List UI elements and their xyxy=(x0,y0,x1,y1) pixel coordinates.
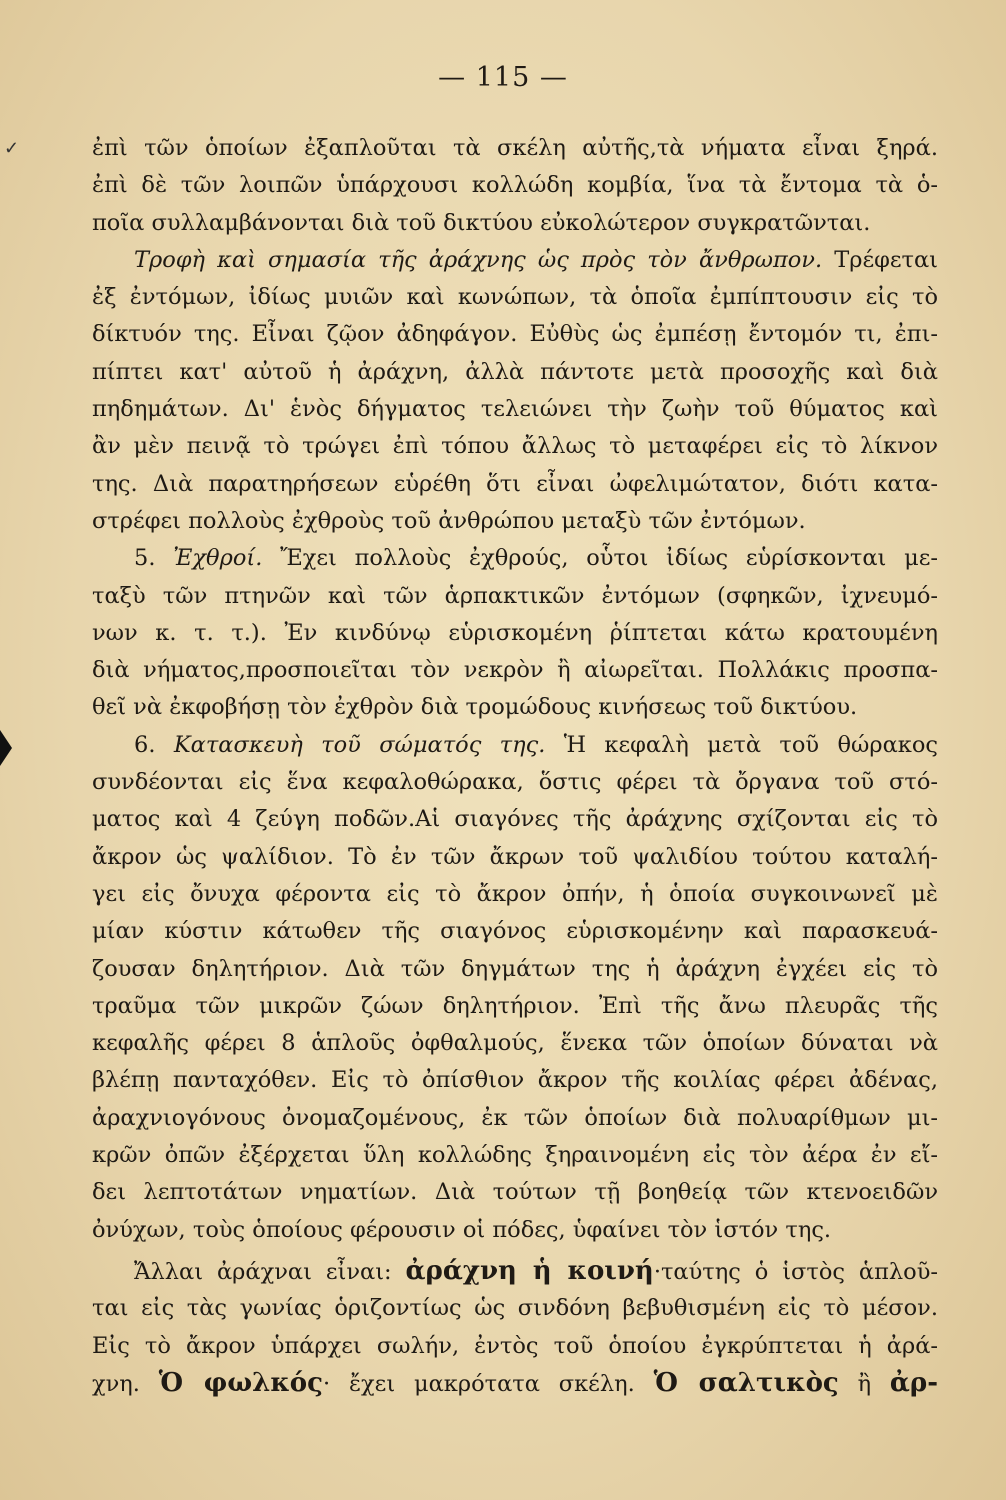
text-run: ζουσαν δηλητήριον. Διὰ τῶν δηγμάτων της ἡ ἀράχνη ἐγχέει εἰς τὸ xyxy=(92,955,938,982)
margin-ink-mark xyxy=(0,730,12,766)
text-run: ὀνύχων, τοὺς ὁποίους φέρουσιν οἱ πόδες, ὑφαίνει τὸν ἱστόν της. xyxy=(92,1216,832,1243)
text-line xyxy=(92,242,938,279)
text-run: ταξὺ τῶν πτηνῶν καὶ τῶν ἁρπακτικῶν ἐντόμων (σφηκῶν, ἰχνευμό- xyxy=(92,582,938,609)
text-line xyxy=(92,428,938,465)
text-run: 5. xyxy=(134,545,174,572)
emphasized-text: ἀράχνη ἡ κοινή xyxy=(405,1255,654,1286)
emphasized-text: Τροφὴ καὶ σημασία τῆς ἀράχνης ὡς πρὸς τὸν ἄνθρωπον. xyxy=(134,246,823,273)
text-line xyxy=(92,316,938,353)
text-run: νων κ. τ. τ.). Ἐν κινδύνῳ εὑρισκομένη ῥίπτεται κάτω κρατουμένη xyxy=(92,619,938,646)
text-run: χνη. xyxy=(92,1370,159,1397)
text-line xyxy=(92,354,938,391)
text-line xyxy=(92,1025,938,1062)
text-run: βλέπῃ πανταχόθεν. Εἰς τὸ ὀπίσθιον ἄκρον τῆς κοιλίας φέρει ἀδένας, xyxy=(92,1067,938,1094)
text-run: Ἡ κεφαλὴ μετὰ τοῦ θώρακος xyxy=(545,731,938,758)
text-line xyxy=(92,689,938,726)
text-run: ἐπὶ δὲ τῶν λοιπῶν ὑπάρχουσι κολλώδη κομβία, ἵνα τὰ ἔντομα τὰ ὁ- xyxy=(92,172,938,199)
text-run: διὰ νήματος,προσποιεῖται τὸν νεκρὸν ἢ αἰωρεῖται. Πολλάκις προσπα- xyxy=(92,657,938,684)
text-run: δει λεπτοτάτων νηματίων. Διὰ τούτων τῇ βοηθείᾳ τῶν κτενοειδῶν xyxy=(92,1179,938,1206)
text-line xyxy=(92,727,938,764)
text-line xyxy=(92,615,938,652)
text-run: · ἔχει μακρότατα σκέλη. xyxy=(322,1370,654,1397)
text-run: πίπτει κατ' αὐτοῦ ἡ ἀράχνη, ἀλλὰ πάντοτε μετὰ προσοχῆς καὶ διὰ xyxy=(92,358,938,385)
text-line xyxy=(92,1253,938,1290)
margin-check-mark: ✓ xyxy=(4,138,20,159)
text-line xyxy=(92,801,938,838)
text-run: μίαν κύστιν κάτωθεν τῆς σιαγόνος εὑρισκομένην καὶ παρασκευά- xyxy=(92,918,938,945)
text-run: στρέφει πολλοὺς ἐχθροὺς τοῦ ἀνθρώπου μεταξὺ τῶν ἐντόμων. xyxy=(92,507,806,534)
text-line xyxy=(92,503,938,540)
text-run: ἐξ ἐντόμων, ἰδίως μυιῶν καὶ κωνώπων, τὰ ὁποῖα ἐμπίπτουσιν εἰς τὸ xyxy=(92,284,938,311)
text-run: θεῖ νὰ ἐκφοβήσῃ τὸν ἐχθρὸν διὰ τρομώδους κινήσεως τοῦ δικτύου. xyxy=(92,694,858,721)
emphasized-text: Ὁ σαλτικὸς xyxy=(653,1367,839,1398)
text-run: δίκτυόν της. Εἶναι ζῷον ἀδηφάγον. Εὐθὺς ὡς ἐμπέσῃ ἔντομόν τι, ἐπι- xyxy=(92,321,938,348)
text-run: ·ταύτης ὁ ἱστὸς ἁπλοῦ- xyxy=(653,1258,938,1285)
text-line xyxy=(92,839,938,876)
body-text xyxy=(92,130,938,1402)
text-line xyxy=(92,391,938,428)
text-run: ἢ xyxy=(838,1370,890,1397)
page-number: — 115 — xyxy=(438,62,568,93)
text-line xyxy=(92,951,938,988)
text-run: Τρέφεται xyxy=(822,246,938,273)
emphasized-text: Ὁ φωλκός xyxy=(158,1367,323,1398)
text-run: πηδημάτων. Δι' ἑνὸς δήγματος τελειώνει τὴν ζωὴν τοῦ θύματος καὶ xyxy=(92,396,938,423)
text-line xyxy=(92,205,938,242)
text-run: ἀραχνιογόνους ὀνομαζομένους, ἐκ τῶν ὁποίων διὰ πολυαρίθμων μι- xyxy=(92,1104,938,1131)
text-line xyxy=(92,876,938,913)
text-run: κρῶν ὀπῶν ἐξέρχεται ὕλη κολλώδης ξηραινομένη εἰς τὸν ἀέρα ἐν εἴ- xyxy=(92,1142,938,1169)
text-line xyxy=(92,466,938,503)
text-run: τραῦμα τῶν μικρῶν ζώων δηλητήριον. Ἐπὶ τῆς ἄνω πλευρᾶς τῆς xyxy=(92,992,938,1019)
text-line xyxy=(92,540,938,577)
text-line xyxy=(92,1365,938,1402)
text-line xyxy=(92,913,938,950)
text-run: Ἄλλαι ἀράχναι εἶναι: xyxy=(134,1258,406,1285)
text-run: ἐπὶ τῶν ὁποίων ἐξαπλοῦται τὰ σκέλη αὐτῆς,τὰ νήματα εἶναι ξηρά. xyxy=(92,135,938,161)
text-run: Ἔχει πολλοὺς ἐχθρούς, οὗτοι ἰδίως εὑρίσκονται με- xyxy=(262,545,938,572)
text-line xyxy=(92,1290,938,1327)
text-line xyxy=(92,130,938,167)
text-line xyxy=(92,1062,938,1099)
text-line xyxy=(92,1328,938,1365)
text-run: ποῖα συλλαμβάνονται διὰ τοῦ δικτύου εὐκολώτερον συγκρατῶνται. xyxy=(92,209,871,236)
text-line xyxy=(92,652,938,689)
text-line xyxy=(92,167,938,204)
text-line xyxy=(92,279,938,316)
text-run: ἂν μὲν πεινᾷ τὸ τρώγει ἐπὶ τόπου ἄλλως τὸ μεταφέρει εἰς τὸ λίκνον xyxy=(92,433,938,460)
text-line xyxy=(92,1212,938,1249)
text-run: συνδέονται εἰς ἕνα κεφαλοθώρακα, ὅστις φέρει τὰ ὄργανα τοῦ στό- xyxy=(92,769,938,796)
text-run: κεφαλῆς φέρει 8 ἁπλοῦς ὀφθαλμούς, ἕνεκα τῶν ὁποίων δύναται νὰ xyxy=(92,1030,938,1057)
text-line xyxy=(92,1174,938,1211)
text-run: της. Διὰ παρατηρήσεων εὑρέθη ὅτι εἶναι ὠφελιμώτατον, διότι κατα- xyxy=(92,470,938,497)
text-line xyxy=(92,578,938,615)
text-run: ται εἰς τὰς γωνίας ὁριζοντίως ὡς σινδόνη βεβυθισμένη εἰς τὸ μέσον. xyxy=(92,1295,938,1322)
text-run: ματος καὶ 4 ζεύγη ποδῶν.Αἱ σιαγόνες τῆς ἀράχνης σχίζονται εἰς τὸ xyxy=(92,806,938,833)
text-line xyxy=(92,1137,938,1174)
text-line xyxy=(92,1100,938,1137)
emphasized-text: ἀρ- xyxy=(889,1367,938,1398)
text-run: ἄκρον ὡς ψαλίδιον. Τὸ ἐν τῶν ἄκρων τοῦ ψαλιδίου τούτου καταλή- xyxy=(92,843,938,870)
emphasized-text: Κατασκευὴ τοῦ σώματός της. xyxy=(173,731,546,758)
text-run: γει εἰς ὄνυχα φέροντα εἰς τὸ ἄκρον ὀπήν, ἡ ὁποία συγκοινωνεῖ μὲ xyxy=(92,880,938,907)
text-line xyxy=(92,988,938,1025)
text-line xyxy=(92,764,938,801)
text-run: 6. xyxy=(134,731,174,758)
text-run: Εἰς τὸ ἄκρον ὑπάρχει σωλήν, ἐντὸς τοῦ ὁποίου ἐγκρύπτεται ἡ ἀρά- xyxy=(92,1332,938,1359)
emphasized-text: Ἐχθροί. xyxy=(173,545,263,572)
